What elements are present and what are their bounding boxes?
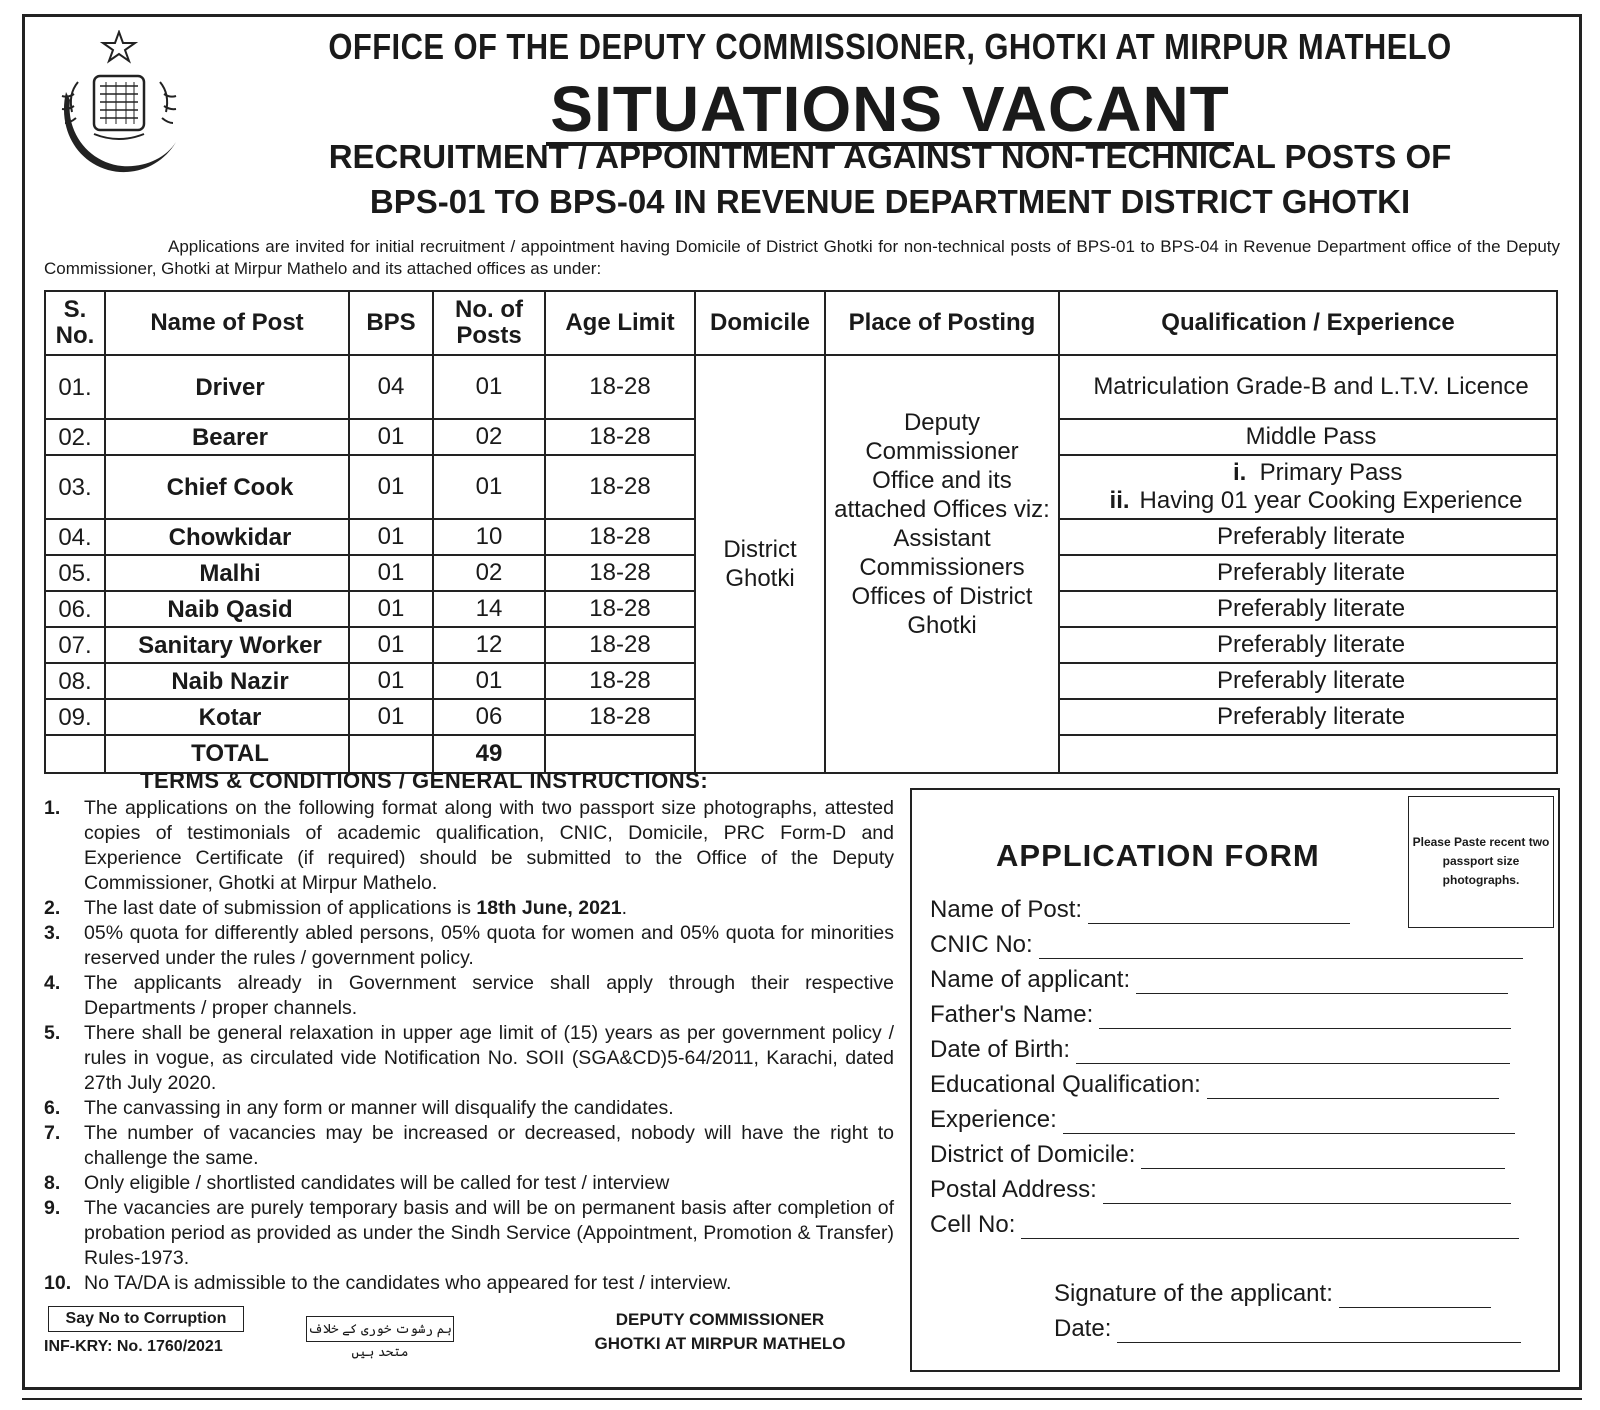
qualification-item: ii. Having 01 year Cooking Experience [1109,487,1523,514]
blank-line [1339,1286,1491,1308]
blank-line [1117,1321,1521,1343]
row-no-of-posts: 06 [433,699,545,735]
say-no-to-corruption-badge: Say No to Corruption [48,1306,244,1332]
row-no-of-posts: 01 [433,663,545,699]
field-cnic-no: CNIC No: [930,931,1523,959]
blank-line [1039,937,1523,959]
row-qualification: Preferably literate [1059,519,1557,555]
list-item: 6. The canvassing in any form or manner will disqualify the candidates. [44,1097,674,1119]
signatory-office: GHOTKI AT MIRPUR MATHELO [594,1334,846,1353]
row-post-name: Kotar [105,699,349,735]
field-experience: Experience: [930,1106,1515,1134]
domicile-cell: District Ghotki [695,355,825,773]
row-age-limit: 18-28 [545,699,695,735]
blank-line [1141,1147,1505,1169]
row-bps: 01 [349,663,433,699]
row-qualification: Middle Pass [1059,419,1557,455]
table-row [45,355,1557,419]
row-sno: 07. [45,627,105,663]
row-post-name: Malhi [105,555,349,591]
urdu-slogan-badge: ہم رشوت خوری کے خلاف متحد ہیں [306,1316,454,1342]
row-qualification: Matriculation Grade-B and L.T.V. Licence [1059,355,1557,419]
application-form-title: APPLICATION FORM [996,838,1320,873]
row-post-name: Chief Cook [105,455,349,519]
row-age-limit: 18-28 [545,355,695,419]
last-date: 18th June, 2021 [476,897,622,919]
row-age-limit: 18-28 [545,663,695,699]
field-name-of-applicant: Name of applicant: [930,966,1508,994]
situations-vacant-title: SITUATIONS VACANT [200,72,1580,146]
blank-line [1063,1112,1515,1134]
row-bps: 01 [349,419,433,455]
row-sno: 02. [45,419,105,455]
row-age-limit: 18-28 [545,455,695,519]
list-item: 1. The applications on the following format along with two passport size photographs, attested copies of testimonials of academic qualification, CNIC, Domicile, PRC Form-D and Experience Certificate (if required) should be submitted to the Office of the Deputy Commissioner, Ghotki at Mirpur Mathelo. [44,797,894,894]
office-heading: OFFICE OF THE DEPUTY COMMISSIONER, GHOTKI AT MIRPUR MATHELO [328,26,1452,67]
blank-line [1021,1217,1519,1239]
recruitment-subtitle-line1: RECRUITMENT / APPOINTMENT AGAINST NON-TECHNICAL POSTS OF [328,138,1452,175]
row-sno: 06. [45,591,105,627]
row-bps: 01 [349,591,433,627]
row-bps: 04 [349,355,433,419]
row-bps: 01 [349,627,433,663]
list-item: 4. The applicants already in Government service shall apply through their respective Departments / proper channels. [44,972,894,1019]
signature-field: Signature of the applicant: [1054,1280,1491,1308]
row-post-name: Naib Qasid [105,591,349,627]
field-educational-qualification: Educational Qualification: [930,1071,1499,1099]
posts-table [44,290,1558,774]
total-sno-empty [45,735,105,773]
field-cell-no: Cell No: [930,1211,1519,1239]
row-sno: 08. [45,663,105,699]
row-no-of-posts: 10 [433,519,545,555]
row-no-of-posts: 02 [433,419,545,455]
row-post-name: Bearer [105,419,349,455]
list-item: 9. The vacancies are purely temporary basis and will be on permanent basis after completion of probation period as provided as under the Sindh Service (Appointment, Promotion & Transfer) Rules-1973. [44,1197,894,1269]
row-bps: 01 [349,519,433,555]
blank-line [1088,902,1350,924]
header-domicile: Domicile [695,291,825,355]
application-form [910,788,1560,1372]
row-bps: 01 [349,699,433,735]
row-qualification: Preferably literate [1059,699,1557,735]
field-postal-address: Postal Address: [930,1176,1511,1204]
row-post-name: Driver [105,355,349,419]
blank-line [1099,1007,1511,1029]
bottom-rule [22,1398,1582,1400]
row-age-limit: 18-28 [545,591,695,627]
intro-paragraph: Applications are invited for initial recruitment / appointment having Domicile of District Ghotki for non-technical posts of BPS-01 to BPS-04 in Revenue Department office of the Deputy Commissioner, Ghotki at Mirpur Mathelo and its attached offices as under: [44,237,1560,278]
header-name-of-post: Name of Post [105,291,349,355]
total-qual-empty [1059,735,1557,773]
row-age-limit: 18-28 [545,555,695,591]
list-item: 7. The number of vacancies may be increased or decreased, nobody will have the right to challenge the same. [44,1122,894,1169]
row-bps: 01 [349,555,433,591]
row-no-of-posts: 14 [433,591,545,627]
row-no-of-posts: 01 [433,355,545,419]
list-item: 8. Only eligible / shortlisted candidates will be called for test / interview [44,1172,670,1194]
row-sno: 09. [45,699,105,735]
header-sno: S. No. [45,291,105,355]
list-item: 3. 05% quota for differently abled persons, 05% quota for women and 05% quota for minorities reserved under the rules / government policy. [44,922,894,969]
row-sno: 05. [45,555,105,591]
table-header-row [45,291,1557,355]
list-item: 10. No TA/DA is admissible to the candidates who appeared for test / interview. [44,1272,732,1294]
row-sno: 04. [45,519,105,555]
inf-reference: INF-KRY: No. 1760/2021 [44,1338,223,1355]
row-age-limit: 18-28 [545,519,695,555]
list-item: 5. There shall be general relaxation in upper age limit of (15) years as per government policy / rules in vogue, as circulated vide Notification No. SOII (SGA&CD)5-64/2011, Karachi, dated 27th July 2020. [44,1022,894,1094]
row-qualification: Preferably literate [1059,627,1557,663]
blank-line [1207,1077,1499,1099]
header-no-of-posts: No. of Posts [433,291,545,355]
total-label: TOTAL [105,735,349,773]
row-no-of-posts: 02 [433,555,545,591]
terms-list [44,796,894,1296]
blank-line [1103,1182,1511,1204]
sindh-government-emblem-icon [44,30,194,180]
photo-paste-box: Please Paste recent two passport size photographs. [1408,796,1554,928]
blank-line [1136,972,1508,994]
date-field: Date: [1054,1315,1521,1343]
header-qualification: Qualification / Experience [1059,291,1557,355]
recruitment-subtitle-line2: BPS-01 TO BPS-04 IN REVENUE DEPARTMENT DISTRICT GHOTKI [369,183,1411,220]
row-post-name: Sanitary Worker [105,627,349,663]
field-name-of-post: Name of Post: [930,896,1350,924]
row-qualification: Preferably literate [1059,591,1557,627]
total-value: 49 [433,735,545,773]
terms-title: TERMS & CONDITIONS / GENERAL INSTRUCTIONS: [140,768,709,793]
row-no-of-posts: 12 [433,627,545,663]
header-bps: BPS [349,291,433,355]
field-district-of-domicile: District of Domicile: [930,1141,1505,1169]
row-age-limit: 18-28 [545,627,695,663]
row-post-name: Naib Nazir [105,663,349,699]
row-age-limit: 18-28 [545,419,695,455]
row-bps: 01 [349,455,433,519]
qualification-item: i. Primary Pass [1232,459,1403,486]
row-sno: 01. [45,355,105,419]
row-sno: 03. [45,455,105,519]
row-no-of-posts: 01 [433,455,545,519]
row-qualification: Preferably literate [1059,663,1557,699]
field-fathers-name: Father's Name: [930,1001,1511,1029]
list-item: 2. The last date of submission of applications is 18th June, 2021. [44,897,628,919]
blank-line [1076,1042,1510,1064]
place-of-posting-cell: Deputy Commissioner Office and its attached Offices viz: Assistant Commissioners Offices of District Ghotki [825,355,1059,773]
row-post-name: Chowkidar [105,519,349,555]
row-qualification: Preferably literate [1059,555,1557,591]
header-age-limit: Age Limit [545,291,695,355]
header-place-of-posting: Place of Posting [825,291,1059,355]
field-date-of-birth: Date of Birth: [930,1036,1510,1064]
row-qualification [1059,455,1557,519]
signatory-title: DEPUTY COMMISSIONER [615,1310,825,1329]
